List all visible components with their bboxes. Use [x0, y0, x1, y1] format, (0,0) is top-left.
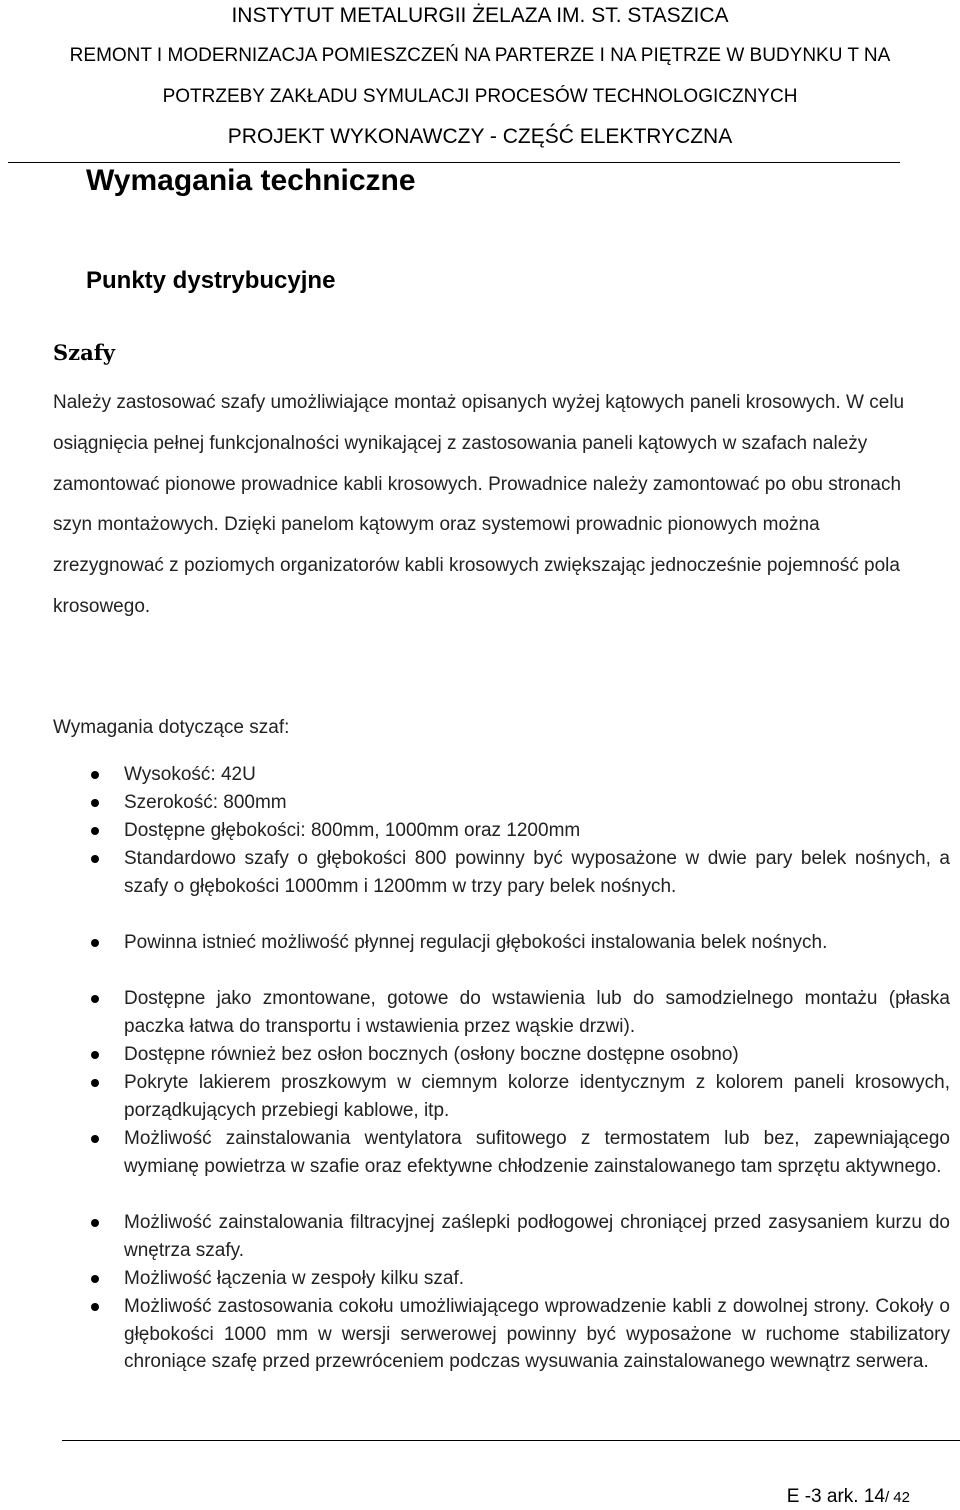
subsubsection-title: Szafy [53, 340, 115, 365]
list-item [124, 1069, 950, 1124]
list-item [124, 1209, 950, 1264]
list-item [124, 817, 950, 845]
bullet-icon [91, 827, 99, 835]
list-item-text: Standardowo szafy o głębokości 800 powinny być wyposażone w dwie pary belek nośnych, a szafy o głębokości 1000mm i 1200mm w trzy pary belek nośnych. [124, 848, 950, 897]
list-item-text: Powinna istnieć możliwość płynnej regulacji głębokości instalowania belek nośnych. [124, 932, 828, 953]
list-item [124, 1265, 950, 1293]
bullet-icon [91, 799, 99, 807]
list-item [124, 1293, 950, 1376]
list-item-text: Możliwość zastosowania cokołu umożliwiającego wprowadzenie kabli z dowolnej strony. Cokoły o głębokości 1000 mm w wersji serwerowej powinny być wyposażone w ruchome stabilizatory chroniące szafę przed przewróceniem podczas wysuwania zainstalowanego wewnątrz serwera. [124, 1296, 950, 1373]
bullet-icon [91, 939, 99, 947]
list-item-text: Możliwość zainstalowania wentylatora sufitowego z termostatem lub bez, zapewniającego wymianę powietrza w szafie oraz efektywne chłodzenie zainstalowanego tam sprzętu aktywnego. [124, 1128, 950, 1177]
list-item-text: Dostępne jako zmontowane, gotowe do wstawienia lub do samodzielnego montażu (płaska paczka łatwa do transportu i wstawienia przez wąskie drzwi). [124, 988, 950, 1037]
bullet-icon [91, 855, 99, 863]
header-project-line1: REMONT I MODERNIZACJA POMIESZCZEŃ NA PARTERZE I NA PIĘTRZE W BUDYNKU T NA [69, 45, 891, 66]
body-paragraph: Należy zastosować szafy umożliwiające montaż opisanych wyżej kątowych paneli krosowych. W celu osiągnięcia pełnej funkcjonalności wynikającej z zastosowania paneli kątowych w szafach należy zamontować pionowe prowadnice kabli krosowych. Prowadnice należy zamontować po obu stronach szyn montażowych. Dzięki panelom kątowym oraz systemowi prowadnic pionowych można zrezygnować z poziomych organizatorów kabli krosowych zwiększając jednocześnie pojemność pola krosowego. [53, 392, 905, 617]
subsection-title: Punkty dystrybucyjne [86, 267, 336, 294]
list-item [124, 929, 950, 957]
sheet-total: / 42 [884, 1489, 910, 1506]
list-item-text: Pokryte lakierem proszkowym w ciemnym kolorze identycznym z kolorem paneli krosowych, porządkujących przebiegi kablowe, itp. [124, 1072, 950, 1121]
page-number [787, 1485, 910, 1510]
requirements-title: Wymagania dotyczące szaf: [53, 717, 290, 738]
sheet-label: E -3 ark. 14 [786, 1486, 885, 1507]
header-project-line2: POTRZEBY ZAKŁADU SYMULACJI PROCESÓW TECHNOLOGICZNYCH [162, 86, 798, 107]
list-item [124, 845, 950, 900]
list-item [124, 761, 950, 789]
list-item-text: Wysokość: 42U [124, 764, 256, 785]
list-item-text: Szerokość: 800mm [124, 792, 287, 813]
bullet-icon [91, 1219, 99, 1227]
header-project-part: PROJEKT WYKONAWCZY - CZĘŚĆ ELEKTRYCZNA [227, 125, 733, 148]
bullet-icon [91, 1135, 99, 1143]
list-item-text: Możliwość zainstalowania filtracyjnej zaślepki podłogowej chroniącej przed zasysaniem kurzu do wnętrza szafy. [124, 1212, 950, 1261]
bullet-icon [91, 1051, 99, 1059]
list-item [124, 1041, 950, 1069]
bullet-icon [91, 1303, 99, 1311]
list-item-text: Możliwość łączenia w zespoły kilku szaf. [124, 1268, 465, 1289]
bullet-icon [91, 771, 99, 779]
list-item [124, 1125, 950, 1180]
list-item [124, 789, 950, 817]
header-institute: INSTYTUT METALURGII ŻELAZA IM. ST. STASZICA [231, 4, 729, 27]
list-item-text: Dostępne głębokości: 800mm, 1000mm oraz 1200mm [124, 820, 581, 841]
bullet-icon [91, 1275, 99, 1283]
list-item-text: Dostępne również bez osłon bocznych (osłony boczne dostępne osobno) [124, 1044, 739, 1065]
section-title: Wymagania techniczne [86, 164, 416, 197]
footer-divider [62, 1440, 960, 1441]
list-item [124, 985, 950, 1040]
bullet-icon [91, 995, 99, 1003]
header-divider [8, 162, 900, 163]
bullet-icon [91, 1079, 99, 1087]
